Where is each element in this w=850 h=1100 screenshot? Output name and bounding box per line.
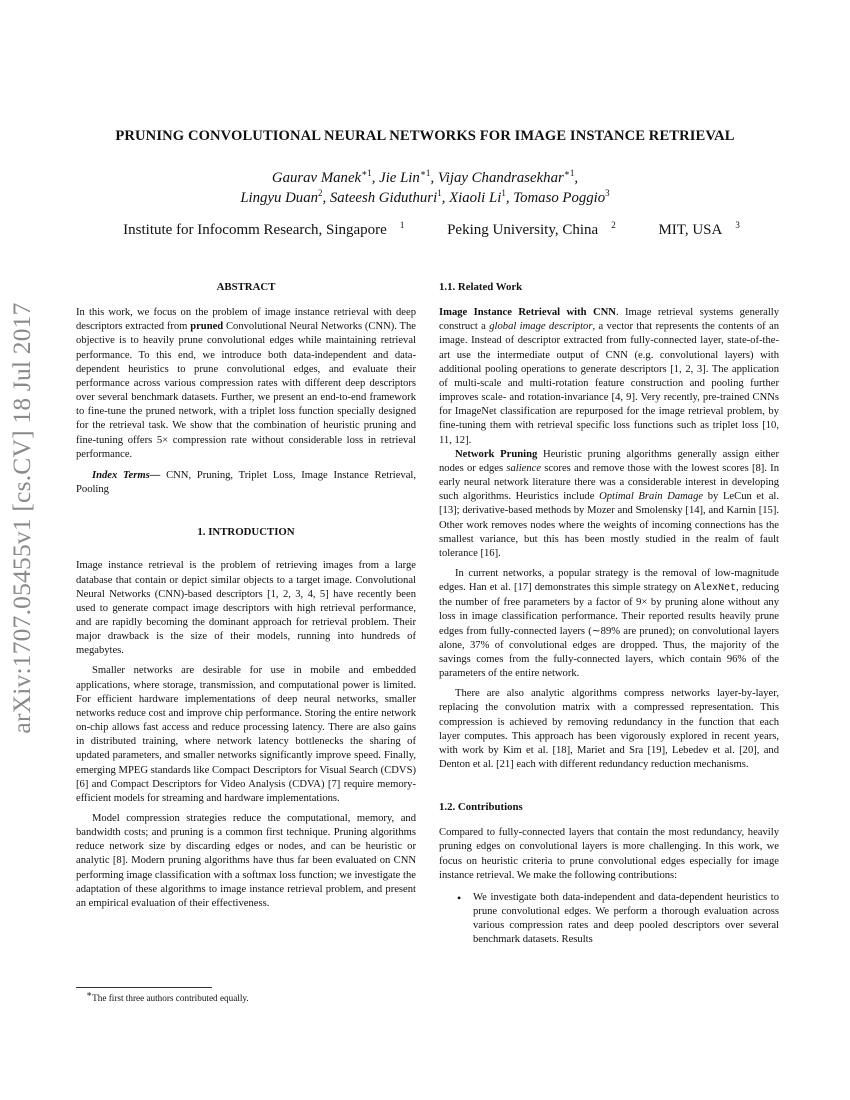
- contributions-paragraph: Compared to fully-connected layers that contain the most redundancy, heavily pruning edges on convolutional layers is more challenging. In this work, we focus on heuristic criteria to prune convolutional edges especially for image instance retrieval. We make the following contributions:: [439, 827, 779, 881]
- related-paragraph-3: [439, 567, 779, 681]
- abstract-paragraph: [76, 306, 416, 462]
- author-separator: ,: [574, 170, 579, 186]
- right-column: [439, 280, 779, 948]
- abstract-bold-term: pruned: [190, 321, 224, 333]
- author-name: Sateesh Giduthuri: [329, 190, 438, 206]
- author-separator: ,: [430, 170, 438, 186]
- affiliation: [645, 222, 739, 238]
- list-item: • We investigate both data-independent and data-dependent heuristics to prune convolutional edges. We perform a thorough evaluation across various compression rates and deep pooled descriptors over several benchmark datasets. Results: [473, 891, 779, 948]
- related-paragraph-1: [439, 306, 779, 448]
- author-separator: ,: [371, 170, 380, 186]
- left-column: [76, 280, 416, 911]
- related-paragraph-2: [439, 448, 779, 561]
- author-mark: ∗1: [361, 168, 372, 179]
- affiliation-name: Peking University, China: [447, 222, 599, 238]
- author-mark: 1: [437, 188, 442, 199]
- code-term: AlexNet: [694, 583, 737, 595]
- author-name: Tomaso Poggio: [513, 190, 606, 206]
- author-mark: ∗1: [419, 168, 431, 179]
- paragraph-lead: Network Pruning: [455, 448, 538, 460]
- paper-title: PRUNING CONVOLUTIONAL NEURAL NETWORKS FOR IMAGE INSTANCE RETRIEVAL: [115, 128, 735, 144]
- paragraph-text: . Image retrieval systems generally construct a: [439, 307, 779, 333]
- emphasis: salience: [506, 462, 542, 474]
- paragraph-text: , a vector that represents the contents of an image. Instead of descriptor extracted from fully-connected layer, state-of-the-art use the intermediate output of CNN (e.g. convolutional layers) with additional pooling operations to generate descriptors [1, 2, 3]. The application of multi-scale and multi-rotation feature construction and pooling further improves scale- and rotation-invariance [4, 9]. Very recently, pre-trained CNNs for ImageNet classification are repurposed for the image retrieval problem, by fine-tuning them with retrieval specific loss functions such as triplet loss [10, 11, 12].: [439, 321, 779, 446]
- author-line-2: [0, 188, 850, 208]
- paragraph-lead: Image Instance Retrieval with CNN: [439, 307, 616, 319]
- paragraph-text: In current networks, a popular strategy is the removal of low-magnitude edges. Han et al. [17] demonstrates this simple strategy on: [439, 567, 779, 594]
- index-terms-label: Index Terms—: [92, 469, 161, 481]
- footnote-mark: ∗: [86, 988, 93, 999]
- index-terms-text: CNN, Pruning, Triplet Loss, Image Instance Retrieval, Pooling: [76, 469, 416, 496]
- intro-paragraph-3: Model compression strategies reduce the computational, memory, and bandwidth costs; and pruning is a common first technique. Pruning algorithms reduce network size by discarding edges or nodes, and can be heuristic or analytic [8]. Modern pruning algorithms have thus far been evaluated on CNN performing image classification with a softmax loss function; we investigate the adaptation of these algorithms to image instance retrieval problem, and present an empirical evaluation of their effectiveness.: [76, 813, 416, 909]
- author-mark: 2: [318, 188, 323, 199]
- contributions-heading: 1.2. Contributions: [439, 801, 523, 814]
- footnote-text: The first three authors contributed equally.: [92, 993, 249, 1003]
- author-name: Vijay Chandrasekhar: [437, 170, 564, 186]
- author-separator: ,: [505, 190, 514, 206]
- paragraph-text: , reducing the number of free parameters by a factor of 9× by pruning alone without any loss in image classification performance. Their reported results heavily prune edges from fully-connected layers (∼89% are pruned); on convolutional layers alone, 37% of convolutional edges are dropped. Thus, the majority of the savings comes from the fully-connected layers, which contain 96% of the parameters of the entire network.: [439, 582, 779, 680]
- related-paragraph-4: There are also analytic algorithms compress networks layer-by-layer, replacing the convolution matrix with a compressed representation. This compression is achieved by removing redundancy in the function that each layer computes. This approach has been vigorously explored in recent years, with work by Kim et al. [18], Mariet and Sra [19], Lebedev et al. [20], and Denton et al. [21] each with different redundancy reduction mechanisms.: [439, 688, 779, 770]
- author-list: [0, 168, 850, 208]
- author-mark: 3: [605, 188, 610, 199]
- author-mark: 1: [501, 188, 506, 199]
- paragraph-text: Heuristic pruning algorithms generally assign either nodes or edges: [439, 448, 779, 474]
- affiliation-mark: 3: [735, 220, 740, 230]
- author-name: Jie Lin: [379, 170, 420, 186]
- arxiv-sidebar-stamp: [2, 275, 42, 760]
- author-name: Gaurav Manek: [271, 170, 362, 186]
- affiliations: [0, 222, 850, 239]
- index-terms: [76, 469, 416, 497]
- footnote: [86, 988, 249, 1003]
- introduction-heading: 1. INTRODUCTION: [197, 526, 295, 539]
- affiliation-name: Institute for Infocomm Research, Singapore: [123, 222, 387, 238]
- author-separator: ,: [322, 190, 330, 206]
- contributions-list: [439, 891, 779, 948]
- related-work-heading: 1.1. Related Work: [439, 281, 523, 293]
- author-name: Xiaoli Li: [449, 190, 502, 206]
- arxiv-identifier: arXiv:1707.05455v1 [cs.CV] 18 Jul 2017: [7, 301, 36, 734]
- intro-paragraph-1: Image instance retrieval is the problem of retrieving images from a large database that contain or depict similar objects to a target image. Convolutional Neural Networks (CNN)-based descriptors [1, 2, 3, 4, 5] have recently been used to generate compact image descriptors with high retrieval performance, and are rapidly becoming the dominant approach for retrieval problem. Their major drawback is the size of their models, running into hundreds of megabytes.: [76, 560, 416, 657]
- author-mark: ∗1: [563, 168, 575, 179]
- affiliation-mark: 1: [399, 220, 405, 230]
- emphasis: Optimal Brain Damage: [599, 491, 704, 503]
- paragraph-text: by LeCun et al. [13]; derivative-based methods by Mozer and Smolensky [14], and Karnin [15]. Other work removes nodes where the weights of incoming connections has the smallest variance, but this has been mostly studied in the realm of fault tolerance [16].: [439, 491, 780, 559]
- affiliation-name: MIT, USA: [658, 222, 723, 238]
- paragraph-text: scores and remove those with the lowest scores [8]. In early neural network literature there was a considerable interest in developing such algorithms. Heuristics include: [439, 462, 779, 503]
- author-name: Lingyu Duan: [240, 190, 318, 206]
- abstract-heading: ABSTRACT: [216, 281, 276, 293]
- author-line-1: [0, 168, 850, 188]
- abstract-text: In this work, we focus on the problem of image instance retrieval with deep descriptors extracted from: [76, 307, 416, 333]
- affiliation: [434, 222, 616, 238]
- author-separator: ,: [441, 190, 450, 206]
- affiliation-mark: 2: [611, 220, 616, 230]
- affiliation: [110, 222, 404, 238]
- emphasis: global image descriptor: [489, 321, 593, 333]
- intro-paragraph-2: Smaller networks are desirable for use in mobile and embedded applications, where storage, transmission, and computational power is limited. For efficient hardware implementations of deep neural networks, smaller networks reduce cost and improve chip performance. Storing the entire network on-chip allows fast access and reduce processing latency. There are also gains in distributed training, where network latency bottlenecks the sharing of updated parameters, and smaller networks significantly improve speed. Finally, emerging MPEG standards like Compact Descriptors for Visual Search (CDVS) [6] and Compact Descriptors for Video Analysis (CDVA) [7] require memory-efficient models for streaming and hardware implementations.: [76, 665, 416, 804]
- footnote-rule: [76, 987, 212, 988]
- abstract-text: Convolutional Neural Networks (CNN). The objective is to heavily prune convolutional edges while maintaining retrieval performance. To this end, we introduce both data-independent and data-dependent heuristics to prune convolutional edges, and evaluate their performance across various compression rates with different deep descriptors over several benchmark datasets. Further, we present an end-to-end framework to fine-tune the pruned network, with a triplet loss function specially designed for the retrieval task. We show that the combination of heuristic pruning and fine-tuning offers 5× compression rate without considerable loss in retrieval performance.: [76, 321, 416, 460]
